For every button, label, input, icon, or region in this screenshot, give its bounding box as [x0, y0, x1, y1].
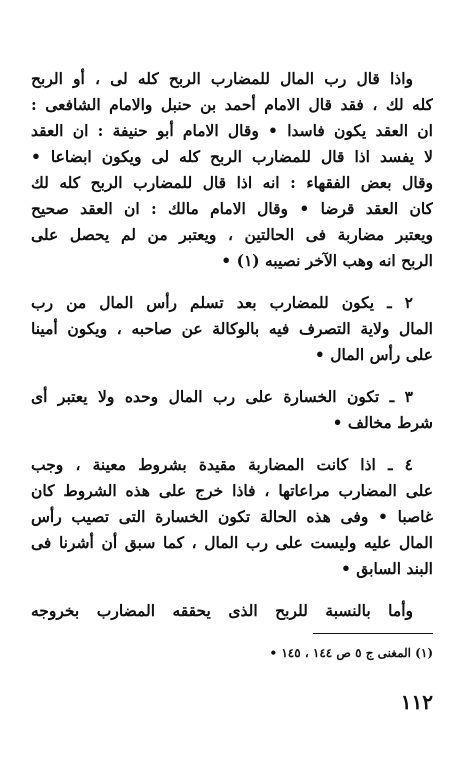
- paragraph-1-line-8: الربح انه وهب الآخر نصيبه (١) •: [221, 251, 433, 270]
- paragraph-4-line-5: البند السابق •: [340, 559, 433, 578]
- paragraph-2-line-2: المال ولاية التصرف فيه بالوكالة عن صاحبه ، ويكون أمينا: [31, 319, 433, 338]
- paragraph-1-line-4: لا يفسد اذا قال للمضارب الربح كله لى ويكون ابضاعا •: [31, 147, 433, 166]
- paragraph-4-line-2: على المضارب مراعاتها ، فاذا خرج على هذه الشروط كان: [31, 481, 433, 500]
- paragraph-1-line-2: كله لك ، فقد قال الامام أحمد بن حنبل والامام الشافعى :: [31, 95, 433, 114]
- page-number: ١١٢: [400, 690, 433, 714]
- paragraph-4-line-3: غاصبا • وفى هذه الحالة تكون الخسارة التى تصيب رأس: [31, 507, 433, 526]
- paragraph-4-line-1: ٤ ـ اذا كانت المضاربة مقيدة بشروط معينة ، وجب: [31, 455, 413, 474]
- paragraph-2-line-3: على رأس المال •: [314, 345, 433, 364]
- paragraph-5-line-1: وأما بالنسبة للربح الذى يحققه المضارب بخروجه: [31, 601, 413, 620]
- footnote-separator: [313, 633, 433, 634]
- paragraph-3-line-2: شرط مخالف •: [332, 413, 433, 432]
- paragraph-3-line-1: ٣ ـ تكون الخسارة على رب المال وحده ولا يعتبر أى: [31, 387, 413, 406]
- paragraph-1-line-5: وقال بعض الفقهاء : انه اذا قال للمضارب الربح كله لك: [31, 173, 433, 192]
- paragraph-1-line-3: ان العقد يكون فاسدا • وقال الامام أبو حنيفة : ان العقد: [31, 121, 433, 140]
- footnote: (١) المغنى ج ٥ ص ١٤٤ ، ١٤٥ •: [269, 646, 433, 660]
- paragraph-4-line-4: المال عليه وليست على رب المال ، كما سبق أن أشرنا فى: [31, 533, 433, 552]
- paragraph-1-line-6: كان العقد قرضا • وقال الامام مالك : ان العقد صحيح: [31, 199, 433, 218]
- paragraph-1-line-1: واذا قال رب المال للمضارب الربح كله لى ، أو الربح: [31, 69, 413, 88]
- paragraph-2-line-1: ٢ ـ يكون للمضارب بعد تسلم رأس المال من رب: [31, 293, 413, 312]
- paragraph-1-line-7: ويعتبر مضاربة فى الحالتين ، ويعتبر من لم يحصل على: [31, 225, 433, 244]
